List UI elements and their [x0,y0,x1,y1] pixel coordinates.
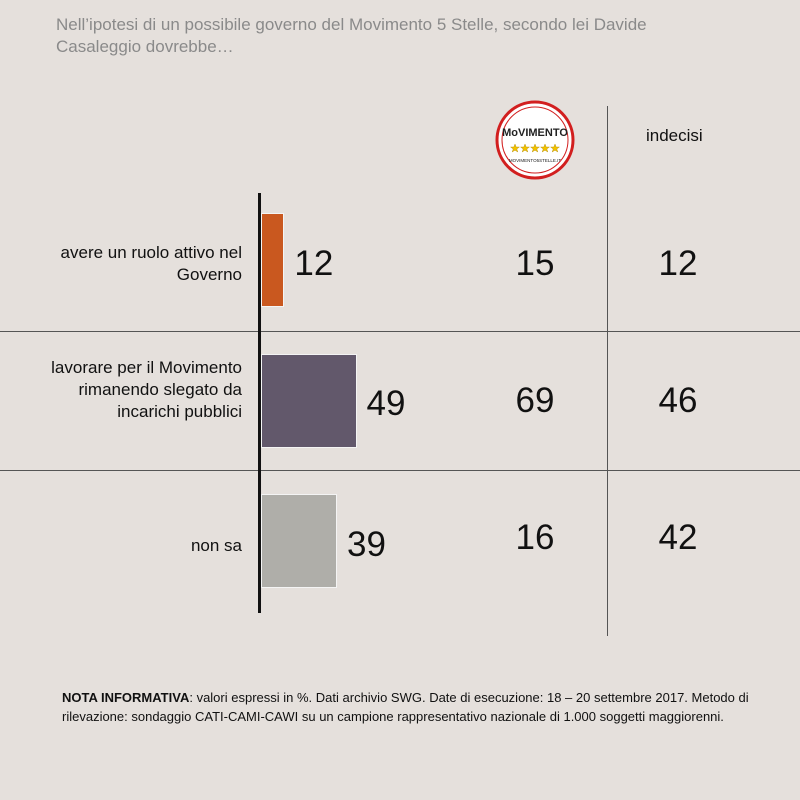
row-divider [0,470,800,471]
bar-value-label: 49 [366,384,406,423]
bar [261,354,357,448]
bar-value-label: 12 [294,244,334,283]
m5s-value: 15 [515,244,555,283]
svg-text:MoVIMENTO: MoVIMENTO [502,127,568,139]
column-header-undecided: indecisi [646,126,703,145]
bar-value-label: 39 [347,525,386,564]
movimento-5-stelle-logo [495,100,575,180]
informative-note [62,688,782,726]
row-label: lavorare per il Movimento rimanendo slegato da incarichi pubblici [51,358,242,421]
row-label: avere un ruolo attivo nel Governo [60,243,242,284]
row-label: non sa [190,536,242,555]
chart-title: Nell’ipotesi di un possibile governo del Movimento 5 Stelle, secondo lei Davide Casaleggio dovrebbe… [56,15,647,56]
bar [261,494,337,588]
undecided-value: 42 [658,518,698,557]
undecided-value: 12 [658,244,698,283]
m5s-value: 69 [515,381,555,420]
row-divider [0,331,800,332]
column-divider [607,106,608,636]
bar [261,213,284,307]
svg-text:MOVIMENTO5STELLE.IT: MOVIMENTO5STELLE.IT [508,158,562,163]
undecided-value: 46 [658,381,698,420]
m5s-value: 16 [515,518,555,557]
note-heading: NOTA INFORMATIVA [62,690,190,705]
note-text: : valori espressi in %. Dati archivio SWG. Date di esecuzione: 18 – 20 settembre 2017. Metodo di rilevazione: sondaggio CATI-CAMI-CAWI su un campione rappresentativo nazionale di 1.000 soggetti maggiorenni. [62,690,749,724]
